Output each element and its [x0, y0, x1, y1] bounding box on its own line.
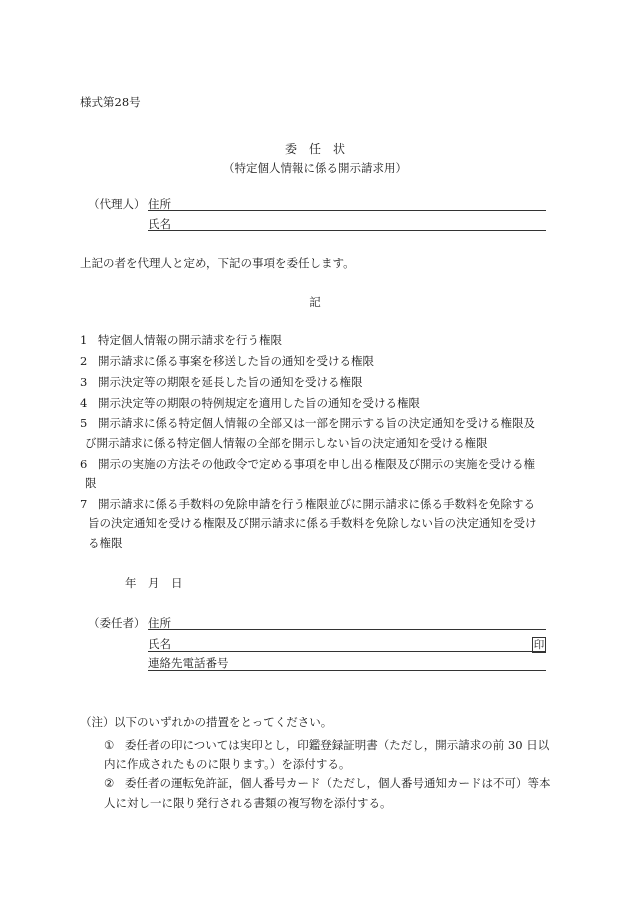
item-number: 7: [80, 497, 88, 511]
item-number: 6: [80, 457, 88, 471]
principal-address-field[interactable]: [148, 629, 546, 630]
agent-address-label: 住所: [148, 197, 171, 211]
item-text: 開示請求に係る特定個人情報の全部又は一部を開示する旨の決定通知を受ける権限及: [98, 416, 535, 430]
agent-label: （代理人）: [88, 197, 146, 211]
item-text: 開示決定等の期限を延長した旨の通知を受ける権限: [98, 375, 363, 389]
item-continuation: る権限: [88, 536, 123, 550]
principal-phone-label: 連絡先電話番号: [148, 656, 229, 670]
principal-address-label: 住所: [148, 616, 171, 630]
item-number: 3: [80, 375, 88, 389]
list-item: [80, 335, 282, 347]
ki-heading: 記: [309, 295, 321, 309]
item-continuation: び開示請求に係る特定個人情報の全部を開示しない旨の決定通知を受ける権限: [85, 436, 488, 450]
note-text-continuation: 内に作成されたものに限ります。）を添付する。: [104, 757, 351, 771]
list-item: [80, 398, 420, 410]
list-item: [80, 356, 374, 368]
principal-name-field[interactable]: [148, 651, 546, 652]
note-text: 委任者の運転免許証，個人番号カード（ただし，個人番号通知カードは不可）等本: [125, 776, 551, 790]
notes-intro: 以下のいずれかの措置をとってください。: [114, 715, 333, 729]
item-continuation: 限: [85, 476, 97, 490]
list-item: [80, 499, 535, 511]
delegation-statement: 上記の者を代理人と定め，下記の事項を委任します。: [80, 256, 355, 270]
document-subtitle: （特定個人情報に係る開示請求用）: [223, 161, 407, 175]
agent-name-label: 氏名: [148, 217, 171, 231]
note-text-continuation: 人に対し一に限り発行される書類の複写物を添付する。: [104, 796, 392, 810]
item-number: 5: [80, 416, 88, 430]
item-text: 特定個人情報の開示請求を行う権限: [98, 333, 282, 347]
note-mark: ②: [104, 776, 115, 790]
item-continuation: 旨の決定通知を受ける権限及び開示請求に係る手数料を免除しない旨の決定通知を受け: [88, 516, 537, 530]
notes-label: （注）: [80, 715, 115, 729]
agent-name-field[interactable]: [148, 230, 546, 231]
form-number: 様式第28号: [80, 95, 141, 109]
seal-mark: 印: [533, 639, 545, 651]
note-mark: ①: [104, 738, 115, 752]
principal-name-label: 氏名: [148, 637, 171, 651]
item-number: 4: [80, 396, 88, 410]
note-text: 委任者の印については実印とし，印鑑登録証明書（ただし，開示請求の前 30 日以: [125, 738, 550, 752]
date-line: 年 月 日: [125, 576, 183, 590]
agent-address-field[interactable]: [148, 210, 546, 211]
item-text: 開示決定等の期限の特例規定を適用した旨の通知を受ける権限: [98, 396, 420, 410]
document-title: 委 任 状: [284, 142, 345, 156]
list-item: [80, 377, 363, 389]
list-item: [80, 459, 535, 471]
item-text: 開示の実施の方法その他政令で定める事項を申し出る権限及び開示の実施を受ける権: [98, 457, 535, 471]
item-text: 開示請求に係る手数料の免除申請を行う権限並びに開示請求に係る手数料を免除する: [98, 497, 535, 511]
principal-label: （委任者）: [88, 616, 146, 630]
item-number: 2: [80, 354, 88, 368]
principal-phone-field[interactable]: [148, 670, 546, 671]
item-number: 1: [80, 333, 88, 347]
item-text: 開示請求に係る事案を移送した旨の通知を受ける権限: [98, 354, 374, 368]
list-item: [80, 418, 535, 430]
